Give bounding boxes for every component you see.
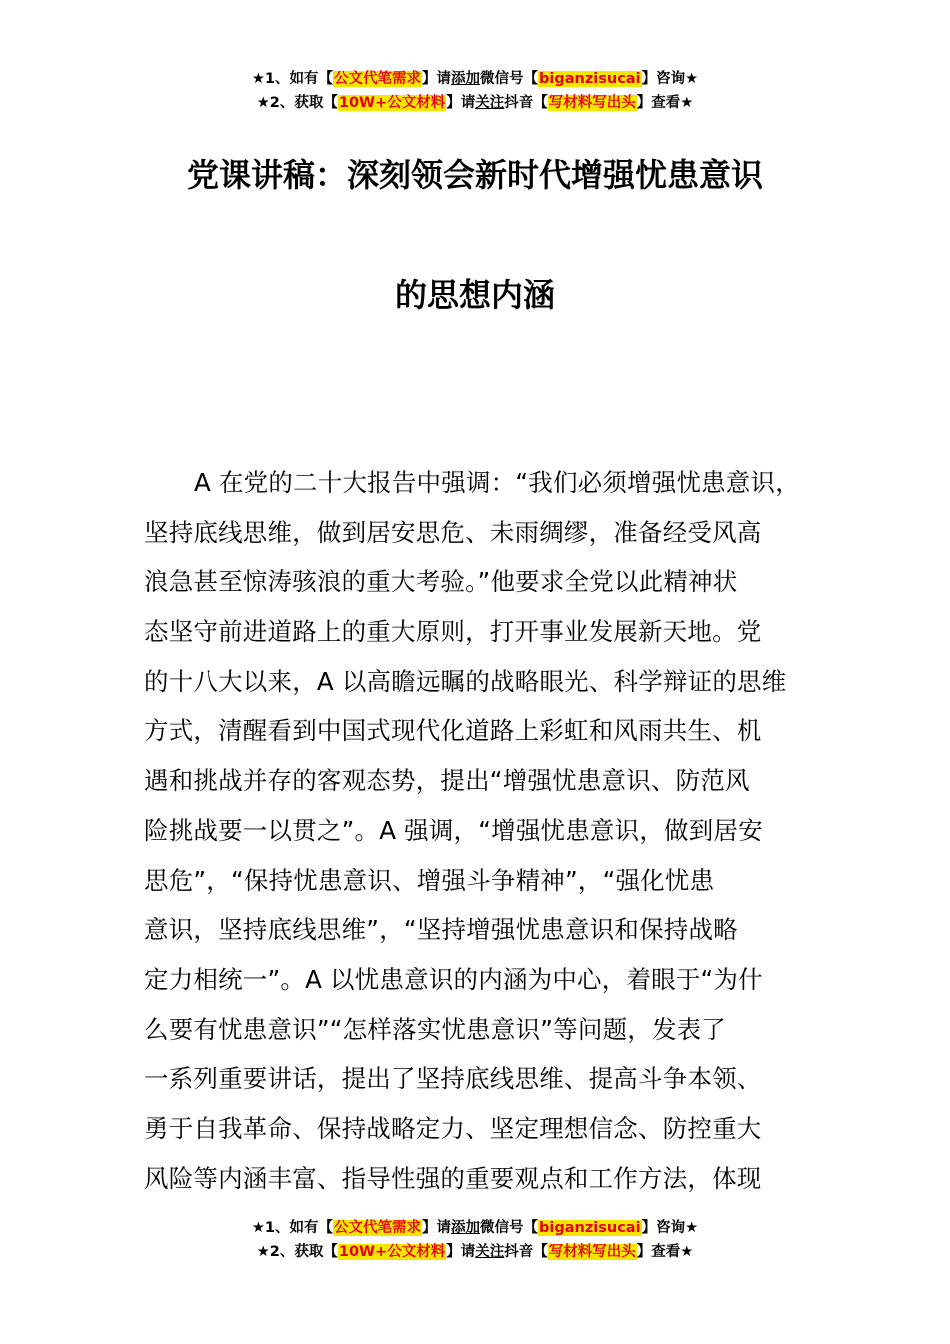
footer-banner <box>0 1216 950 1264</box>
banner-text: ★2、获取【 <box>256 1244 338 1260</box>
body-line: 方式，清醒看到中国式现代化道路上彩虹和风雨共生、机 <box>144 716 762 746</box>
douyin-highlight: 写材料写出头 <box>548 1244 636 1260</box>
banner-line-2 <box>0 91 950 115</box>
highlight-label: 10W+公文材料 <box>338 95 446 111</box>
highlight-label: 公文代笔需求 <box>334 1220 422 1236</box>
banner-text: ★1、如有【 <box>251 1220 334 1236</box>
body-line: 思危”，“保持忧患意识、增强斗争精神”，“强化忧患 <box>144 865 715 895</box>
body-line: 态坚守前进道路上的重大原则，打开事业发展新天地。党 <box>144 617 762 647</box>
banner-text: ★2、获取【 <box>256 95 338 111</box>
underlined-text: 添加 <box>451 71 481 87</box>
wechat-id-highlight: biganzisucai <box>539 71 641 87</box>
body-line: 意识，坚持底线思维”，“坚持增强忧患意识和保持战略 <box>144 915 738 945</box>
banner-text: 】咨询★ <box>641 71 699 87</box>
banner-line-1 <box>0 67 950 91</box>
document-title-line-1: 党课讲稿：深刻领会新时代增强忧患意识 <box>186 156 763 194</box>
body-line: 风险等内涵丰富、指导性强的重要观点和工作方法，体现 <box>144 1163 762 1193</box>
body-line: 坚持底线思维，做到居安思危、未雨绸缪，准备经受风高 <box>144 517 762 547</box>
body-line: 险挑战要一以贯之”。A 强调，“增强忧患意识，做到居安 <box>144 815 763 845</box>
highlight-label: 公文代笔需求 <box>334 71 422 87</box>
banner-line-2 <box>0 1240 950 1264</box>
body-line: 一系列重要讲话，提出了坚持底线思维、提高斗争本领、 <box>144 1064 762 1094</box>
douyin-highlight: 写材料写出头 <box>548 95 636 111</box>
body-line: 勇于自我革命、保持战略定力、坚定理想信念、防控重大 <box>144 1113 762 1143</box>
body-line: 的十八大以来，A 以高瞻远瞩的战略眼光、科学辩证的思维 <box>144 666 787 696</box>
banner-text: 】请 <box>446 95 476 111</box>
underlined-text: 关注 <box>475 95 505 111</box>
body-line: A 在党的二十大报告中强调：“我们必须增强忧患意识， <box>194 468 800 497</box>
wechat-id-highlight: biganzisucai <box>539 1220 641 1236</box>
body-paragraph <box>144 458 844 1203</box>
document-title-line-2: 的思想内涵 <box>394 276 555 314</box>
banner-text: 】请 <box>422 1220 452 1236</box>
banner-text: 抖音【 <box>504 95 548 111</box>
underlined-text: 关注 <box>475 1244 505 1260</box>
highlight-label: 10W+公文材料 <box>338 1244 446 1260</box>
banner-text: 微信号【 <box>480 1220 539 1236</box>
banner-text: 】查看★ <box>636 1244 694 1260</box>
body-line: 么要有忧患意识”“怎样落实忧患意识”等问题，发表了 <box>144 1014 727 1044</box>
banner-text: 】请 <box>422 71 452 87</box>
banner-text: 抖音【 <box>504 1244 548 1260</box>
banner-line-1 <box>0 1216 950 1240</box>
banner-text: ★1、如有【 <box>251 71 334 87</box>
banner-text: 】请 <box>446 1244 476 1260</box>
body-line: 遇和挑战并存的客观态势，提出“增强忧患意识、防范风 <box>144 766 750 796</box>
banner-text: 微信号【 <box>480 71 539 87</box>
underlined-text: 添加 <box>451 1220 481 1236</box>
banner-text: 】咨询★ <box>641 1220 699 1236</box>
body-line: 浪急甚至惊涛骇浪的重大考验。”他要求全党以此精神状 <box>144 567 738 597</box>
header-banner <box>0 67 950 115</box>
banner-text: 】查看★ <box>636 95 694 111</box>
body-line: 定力相统一”。A 以忧患意识的内涵为中心，着眼于“为什 <box>144 964 763 994</box>
